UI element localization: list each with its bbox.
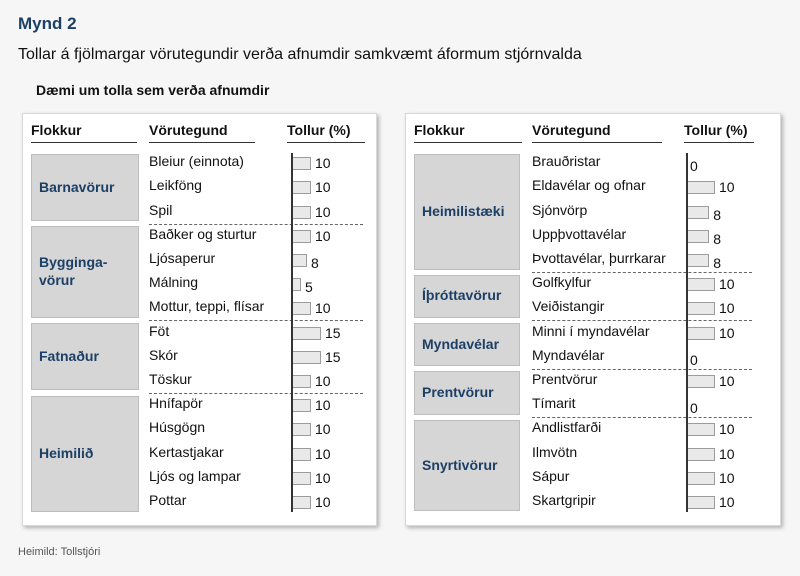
bar xyxy=(686,496,715,509)
value-axis-line xyxy=(291,153,293,512)
group-separator xyxy=(149,320,363,321)
item-label: Myndavélar xyxy=(532,346,605,363)
source-note: Heimild: Tollstjóri xyxy=(18,546,101,558)
bar-value-label: 10 xyxy=(315,227,331,244)
item-label: Ilmvötn xyxy=(532,443,578,460)
bar-value-label: 10 xyxy=(719,493,735,510)
bar-value-label: 10 xyxy=(719,421,735,438)
item-label: Húsgögn xyxy=(149,419,206,436)
bar xyxy=(686,472,715,485)
bar-value-label: 10 xyxy=(315,445,331,462)
category-box xyxy=(31,323,139,391)
category-label: Barnavörur xyxy=(39,178,115,195)
bar-value-label: 10 xyxy=(315,179,331,196)
bar xyxy=(291,206,311,219)
item-label: Uppþvottavélar xyxy=(532,225,627,242)
category-box xyxy=(31,154,139,222)
category-box xyxy=(31,396,139,512)
bar-value-label: 0 xyxy=(690,351,698,368)
item-label: Leikföng xyxy=(149,177,202,194)
bar-value-label: 10 xyxy=(315,469,331,486)
category-box xyxy=(414,275,520,318)
item-label: Golfkylfur xyxy=(532,274,592,291)
bar xyxy=(686,230,709,243)
bar-value-label: 10 xyxy=(315,421,331,438)
category-box xyxy=(31,226,139,318)
category-label: Heimilistæki xyxy=(422,202,505,219)
item-label: Bleiur (einnota) xyxy=(149,153,244,170)
item-label: Þvottavélar, þurrkarar xyxy=(532,249,666,266)
value-axis-line xyxy=(686,153,688,512)
bar-value-label: 10 xyxy=(315,372,331,389)
bar-value-label: 10 xyxy=(719,276,735,293)
group-separator xyxy=(149,224,363,225)
group-separator xyxy=(532,320,752,321)
category-box xyxy=(414,371,520,414)
bar xyxy=(686,375,715,388)
item-label: Ljósaperur xyxy=(149,249,216,266)
bar-value-label: 5 xyxy=(305,279,313,296)
column-header-item: Vörutegund xyxy=(532,122,662,143)
figure-label: Mynd 2 xyxy=(18,14,77,33)
category-box xyxy=(414,420,520,512)
category-label: Bygginga- vörur xyxy=(39,254,108,288)
column-header-value: Tollur (%) xyxy=(684,122,754,143)
item-label: Sjónvörp xyxy=(532,201,588,218)
bar-value-label: 10 xyxy=(315,300,331,317)
bar xyxy=(686,423,715,436)
bar-value-label: 10 xyxy=(719,445,735,462)
item-label: Tímarit xyxy=(532,395,576,412)
column-header-item: Vörutegund xyxy=(149,122,255,143)
item-label: Spil xyxy=(149,201,173,218)
item-label: Veiðistangir xyxy=(532,298,605,315)
column-header-category: Flokkur xyxy=(31,122,137,143)
item-label: Málning xyxy=(149,274,199,291)
bar-value-label: 15 xyxy=(325,324,341,341)
bar-value-label: 10 xyxy=(719,469,735,486)
bar xyxy=(686,254,709,267)
item-label: Hnífapör xyxy=(149,395,203,412)
column-header-value: Tollur (%) xyxy=(287,122,365,143)
chart-panel-left xyxy=(22,113,377,526)
category-box xyxy=(414,154,520,270)
bar-value-label: 10 xyxy=(315,397,331,414)
item-label: Eldavélar og ofnar xyxy=(532,177,646,194)
bar-value-label: 8 xyxy=(311,254,319,271)
bar-value-label: 10 xyxy=(315,493,331,510)
item-label: Brauðristar xyxy=(532,153,601,170)
bar-value-label: 10 xyxy=(719,300,735,317)
bar-value-label: 10 xyxy=(719,179,735,196)
item-label: Skartgripir xyxy=(532,491,596,508)
item-label: Sápur xyxy=(532,467,570,484)
item-label: Föt xyxy=(149,322,170,339)
bar-value-label: 10 xyxy=(315,203,331,220)
bar xyxy=(291,302,311,315)
bar xyxy=(291,230,311,243)
item-label: Skór xyxy=(149,346,178,363)
category-label: Heimilið xyxy=(39,444,94,461)
bar-value-label: 10 xyxy=(719,324,735,341)
bar-value-label: 8 xyxy=(713,254,721,271)
bar-value-label: 0 xyxy=(690,400,698,417)
figure-title: Tollar á fjölmargar vörutegundir verða afnumdir samkvæmt áformum stjórnvalda xyxy=(18,46,582,63)
category-label: Fatnaður xyxy=(39,347,99,364)
bar xyxy=(291,157,311,170)
figure-subtitle: Dæmi um tolla sem verða afnumdir xyxy=(36,82,270,98)
bar xyxy=(291,423,311,436)
bar xyxy=(686,327,715,340)
bar xyxy=(291,472,311,485)
bar xyxy=(291,327,321,340)
column-header-category: Flokkur xyxy=(414,122,522,143)
category-label: Myndavélar xyxy=(422,335,500,352)
bar xyxy=(686,302,715,315)
bar xyxy=(686,181,715,194)
group-separator xyxy=(532,417,752,418)
item-label: Prentvörur xyxy=(532,370,598,387)
item-label: Ljós og lampar xyxy=(149,467,241,484)
bar xyxy=(291,278,301,291)
category-label: Snyrtivörur xyxy=(422,456,498,473)
bar xyxy=(291,254,307,267)
group-separator xyxy=(532,369,752,370)
item-label: Andlistfarði xyxy=(532,419,602,436)
bar-value-label: 8 xyxy=(713,230,721,247)
bar xyxy=(291,181,311,194)
group-separator xyxy=(532,272,752,273)
bar xyxy=(291,448,311,461)
bar xyxy=(291,375,311,388)
item-label: Minni í myndavélar xyxy=(532,322,650,339)
category-box xyxy=(414,323,520,366)
bar xyxy=(291,351,321,364)
bar-value-label: 15 xyxy=(325,348,341,365)
item-label: Töskur xyxy=(149,370,192,387)
category-label: Íþróttavörur xyxy=(422,287,502,304)
item-label: Kertastjakar xyxy=(149,443,224,460)
item-label: Baðker og sturtur xyxy=(149,225,257,242)
group-separator xyxy=(149,393,363,394)
bar-value-label: 10 xyxy=(719,372,735,389)
bar xyxy=(686,278,715,291)
bar xyxy=(291,399,311,412)
bar xyxy=(686,206,709,219)
item-label: Mottur, teppi, flísar xyxy=(149,298,265,315)
category-label: Prentvörur xyxy=(422,384,494,401)
bar xyxy=(686,448,715,461)
bar xyxy=(291,496,311,509)
bar-value-label: 10 xyxy=(315,155,331,172)
chart-panel-right xyxy=(405,113,781,526)
bar-value-label: 8 xyxy=(713,206,721,223)
item-label: Pottar xyxy=(149,491,187,508)
bar-value-label: 0 xyxy=(690,158,698,175)
